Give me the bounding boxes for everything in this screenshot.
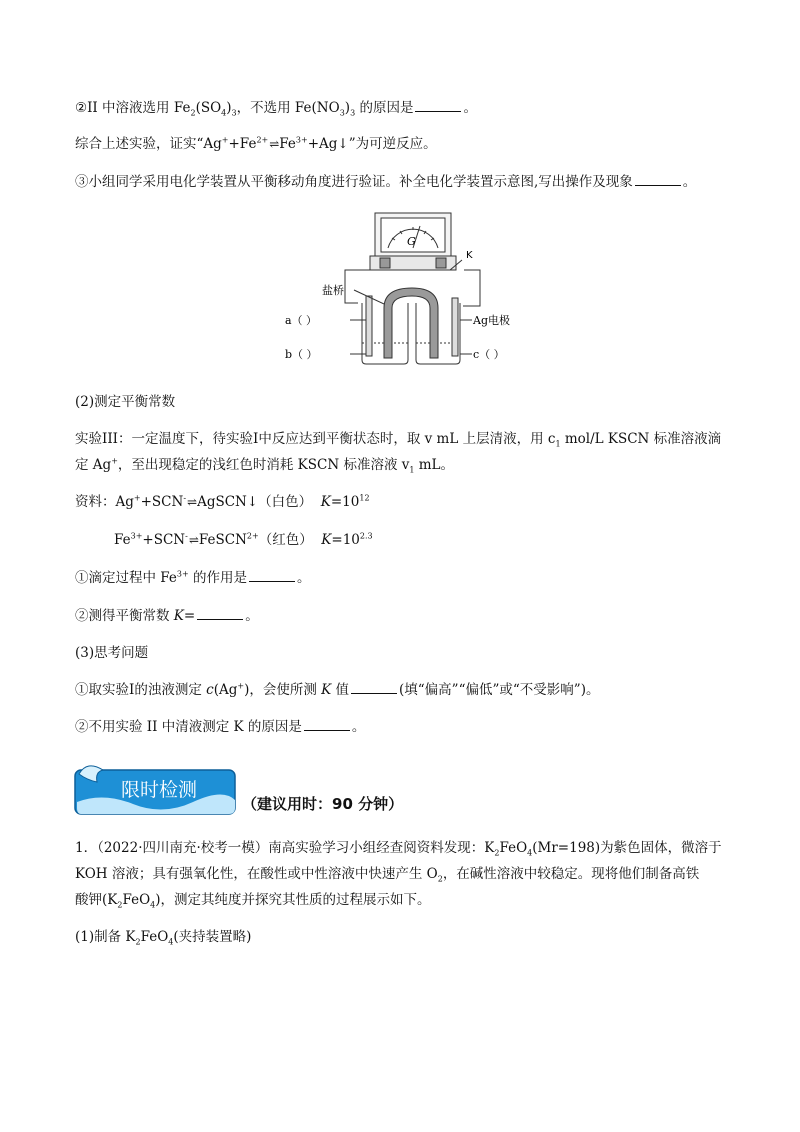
superscript: + bbox=[133, 493, 141, 503]
text: mol/L KSCN 标准溶液滴 bbox=[560, 431, 722, 447]
question-3-line bbox=[75, 172, 696, 192]
k-symbol: K bbox=[321, 532, 332, 548]
problem-1-line-2 bbox=[75, 864, 699, 884]
text: (填“偏高”“偏低”或“不受影响”)。 bbox=[399, 682, 600, 698]
text: =10 bbox=[330, 494, 360, 510]
resource-line-1 bbox=[75, 492, 370, 512]
k-symbol: K bbox=[320, 494, 331, 510]
right-wire bbox=[463, 270, 480, 306]
text: )，测定其纯度并探究其性质的过程展示如下。 bbox=[155, 892, 431, 908]
meter-label: G bbox=[407, 235, 416, 248]
text: FeO bbox=[122, 892, 151, 908]
text: 的作用是 bbox=[188, 570, 248, 586]
text: 实验III：一定温度下，待实验Ⅰ中反应达到平衡状态时，取 v mL 上层清液，用 c bbox=[75, 431, 556, 447]
text: +SCN bbox=[142, 532, 186, 548]
problem-1-line-1 bbox=[75, 838, 722, 858]
ag-electrode-label: Ag电极 bbox=[473, 314, 510, 327]
subscript: 4 bbox=[221, 108, 227, 118]
text: mL。 bbox=[414, 457, 455, 473]
text: ，在碱性溶液中较稳定。现将他们制备高铁 bbox=[442, 866, 700, 882]
text: 。 bbox=[463, 100, 477, 116]
text: 综合上述实验，证实“Ag bbox=[75, 136, 222, 152]
text: FeSCN bbox=[198, 532, 247, 548]
text: ③小组同学采用电化学装置从平衡移动角度进行验证。补全电化学装置示意图,写出操作及现象 bbox=[75, 174, 633, 190]
text: (1)制备 K bbox=[75, 929, 136, 945]
text: (夹持装置略) bbox=[173, 929, 252, 945]
text: FeO bbox=[499, 840, 528, 856]
text: 酸钾(K bbox=[75, 892, 118, 908]
text: ②不用实验 II 中清液测定 K 的原因是 bbox=[75, 719, 302, 735]
superscript: 2+ bbox=[256, 135, 269, 145]
text: （红色） bbox=[258, 532, 313, 548]
text: 。 bbox=[245, 608, 259, 624]
superscript: + bbox=[237, 681, 245, 691]
c-symbol: c bbox=[206, 682, 214, 698]
equilibrium-arrow: ⇌ bbox=[269, 137, 279, 151]
text: (Mr=198)为紫色固体，微溶于 bbox=[532, 840, 722, 856]
text: ①取实验Ⅰ的浊液测定 bbox=[75, 682, 207, 698]
equilibrium-arrow: ⇌ bbox=[188, 533, 198, 547]
text: ，至出现稳定的浅红色时消耗 KSCN 标准溶液 v bbox=[117, 457, 410, 473]
ag-electrode bbox=[452, 298, 458, 356]
part-2-title: (2)测定平衡常数 bbox=[75, 394, 176, 410]
subscript: 2 bbox=[494, 848, 500, 858]
subscript: 1 bbox=[409, 465, 415, 475]
superscript: - bbox=[183, 493, 187, 503]
superscript: 3+ bbox=[295, 135, 308, 145]
answer-blank[interactable] bbox=[197, 607, 243, 620]
problem-1-part-1 bbox=[75, 927, 251, 947]
subscript: 1 bbox=[555, 439, 561, 449]
superscript: + bbox=[221, 135, 229, 145]
superscript: - bbox=[185, 531, 188, 541]
text: = bbox=[183, 608, 196, 624]
exp3-line-2 bbox=[75, 455, 454, 475]
question-2-line bbox=[75, 98, 477, 118]
salt-bridge-label: 盐桥 bbox=[322, 284, 344, 297]
text: ) bbox=[344, 100, 351, 116]
left-electrode bbox=[366, 296, 372, 356]
text: 。 bbox=[297, 570, 311, 586]
text: +SCN bbox=[140, 494, 184, 510]
question-3-2 bbox=[75, 717, 365, 737]
subscript: 2 bbox=[135, 937, 141, 947]
text: (Ag bbox=[213, 682, 238, 698]
label-b: b（ ） bbox=[285, 348, 318, 361]
subscript: 4 bbox=[527, 848, 533, 858]
superscript: 3+ bbox=[130, 531, 143, 541]
suggested-time: （建议用时：90 分钟） bbox=[242, 795, 404, 813]
text: =10 bbox=[331, 532, 360, 548]
banner-title: 限时检测 bbox=[121, 779, 198, 801]
left-wire bbox=[345, 270, 380, 303]
k-symbol: K bbox=[173, 608, 184, 624]
answer-blank[interactable] bbox=[351, 681, 397, 694]
question-2-2 bbox=[75, 606, 259, 626]
subscript: 2 bbox=[437, 874, 443, 884]
subscript: 3 bbox=[350, 108, 356, 118]
label-c: c（ ） bbox=[473, 348, 505, 361]
text: ②II 中溶液选用 Fe bbox=[75, 100, 191, 116]
text: ①滴定过程中 Fe bbox=[75, 570, 177, 586]
subscript: 2 bbox=[117, 900, 123, 910]
salt-bridge bbox=[384, 288, 438, 358]
superscript: 2+ bbox=[246, 531, 259, 541]
text: )，会使所测 bbox=[244, 682, 322, 698]
subscript: 3 bbox=[231, 108, 237, 118]
superscript: 12 bbox=[359, 493, 370, 503]
superscript: 3+ bbox=[176, 569, 189, 579]
electrochemical-apparatus-diagram bbox=[280, 208, 540, 376]
text: +Fe bbox=[228, 136, 257, 152]
k-symbol: K bbox=[321, 682, 332, 698]
text: 。 bbox=[682, 174, 697, 190]
answer-blank[interactable] bbox=[249, 569, 295, 582]
switch-label: K bbox=[466, 250, 473, 261]
problem-1-line-3 bbox=[75, 890, 431, 910]
text: KOH 溶液；具有强氧化性，在酸性或中性溶液中快速产生 O bbox=[75, 866, 438, 882]
superscript: 2.3 bbox=[359, 531, 373, 541]
text: 的原因是 bbox=[355, 100, 414, 116]
subscript: 2 bbox=[190, 108, 196, 118]
part-3-title: (3)思考问题 bbox=[75, 645, 149, 661]
exp3-line-1 bbox=[75, 429, 721, 449]
text: +Ag↓”为可逆反应。 bbox=[307, 136, 437, 152]
summary-line bbox=[75, 134, 437, 154]
answer-blank[interactable] bbox=[304, 718, 350, 731]
text: AgSCN↓（白色） bbox=[197, 494, 313, 510]
answer-blank[interactable] bbox=[635, 173, 681, 186]
subscript: 4 bbox=[150, 900, 156, 910]
text: (SO bbox=[195, 100, 222, 116]
text: 值 bbox=[331, 682, 350, 698]
resource-line-2 bbox=[114, 530, 373, 550]
equilibrium-arrow: ⇌ bbox=[187, 495, 197, 509]
text: ，不选用 Fe(NO bbox=[236, 100, 340, 116]
text: 定 Ag bbox=[75, 457, 112, 473]
answer-blank[interactable] bbox=[415, 99, 461, 112]
text: ②测得平衡常数 bbox=[75, 608, 174, 624]
superscript: + bbox=[111, 456, 118, 466]
question-3-1 bbox=[75, 680, 599, 700]
time-limit-banner bbox=[73, 762, 239, 818]
text: Fe bbox=[114, 532, 131, 548]
text: Fe bbox=[279, 136, 296, 152]
text: ) bbox=[226, 100, 232, 116]
subscript: 3 bbox=[339, 108, 345, 118]
text: 。 bbox=[351, 719, 366, 735]
text: 资料：Ag bbox=[75, 494, 134, 510]
text: 1．（2022·四川南充·校考一模）南高实验学习小组经查阅资料发现：K bbox=[75, 840, 495, 856]
question-2-1 bbox=[75, 568, 311, 588]
text: FeO bbox=[140, 929, 169, 945]
subscript: 4 bbox=[168, 937, 174, 947]
label-a: a（ ） bbox=[285, 314, 318, 327]
